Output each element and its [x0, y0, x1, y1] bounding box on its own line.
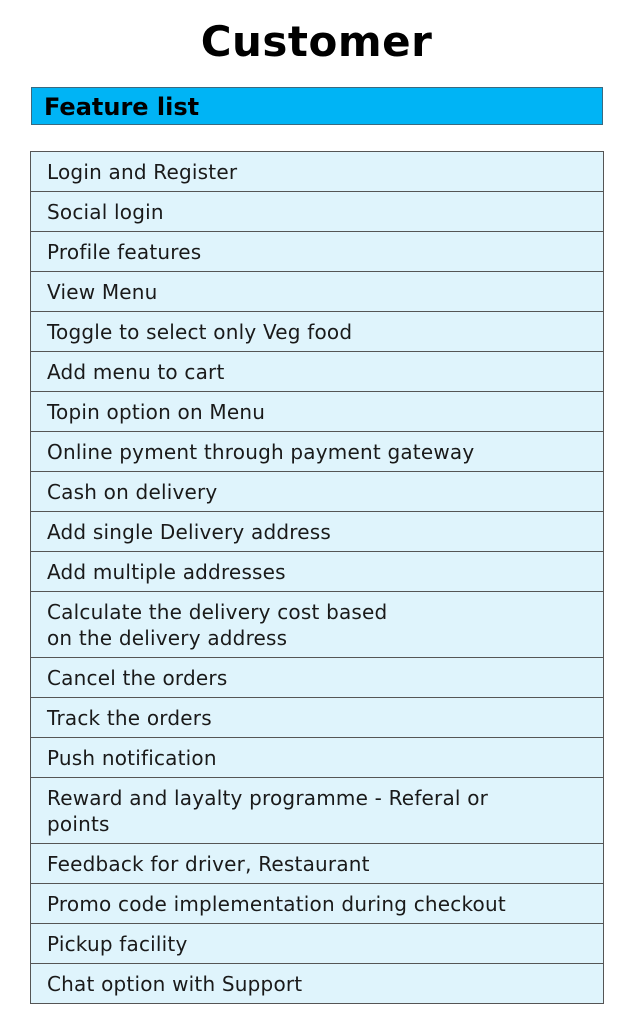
feature-label: View Menu [47, 279, 158, 304]
feature-label: Chat option with Support [47, 971, 303, 996]
feature-label: Add menu to cart [47, 359, 225, 384]
feature-label: Push notification [47, 745, 217, 770]
feature-label: Add single Delivery address [47, 519, 331, 544]
feature-list-item [31, 352, 603, 392]
feature-label: Online pyment through payment gateway [47, 439, 475, 464]
feature-list-item [31, 738, 603, 778]
feature-list-item [31, 512, 603, 552]
feature-list-item [31, 658, 603, 698]
feature-list-item [31, 192, 603, 232]
feature-list-item [31, 392, 603, 432]
feature-list-item [31, 472, 603, 512]
feature-list-item [31, 884, 603, 924]
feature-list-item [31, 924, 603, 964]
feature-label: Reward and layalty programme - Referal or points [47, 785, 489, 836]
feature-label: Feedback for driver, Restaurant [47, 851, 370, 876]
feature-list [30, 151, 604, 1004]
feature-list-item [31, 844, 603, 884]
feature-list-item [31, 778, 603, 844]
feature-list-item [31, 552, 603, 592]
feature-label: Promo code implementation during checkout [47, 891, 506, 916]
feature-label: Cancel the orders [47, 665, 228, 690]
feature-list-item [31, 152, 603, 192]
feature-list-item [31, 432, 603, 472]
feature-list-item [31, 592, 603, 658]
feature-label: Topin option on Menu [47, 399, 266, 424]
feature-list-header [31, 87, 603, 125]
feature-list-header-label: Feature list [44, 93, 200, 121]
feature-list-item [31, 964, 603, 1004]
feature-label: Track the orders [47, 705, 212, 730]
feature-label: Cash on delivery [47, 479, 218, 504]
feature-list-item [31, 312, 603, 352]
feature-list-item [31, 698, 603, 738]
feature-label: Login and Register [47, 159, 238, 184]
feature-label: Toggle to select only Veg food [47, 319, 353, 344]
feature-list-item [31, 232, 603, 272]
feature-label: Add multiple addresses [47, 559, 286, 584]
feature-list-item [31, 272, 603, 312]
page-title: Customer [200, 17, 433, 66]
feature-label: Pickup facility [47, 931, 188, 956]
feature-label: Calculate the delivery cost based on the delivery address [47, 599, 388, 650]
feature-label: Profile features [47, 239, 202, 264]
feature-label: Social login [47, 199, 164, 224]
